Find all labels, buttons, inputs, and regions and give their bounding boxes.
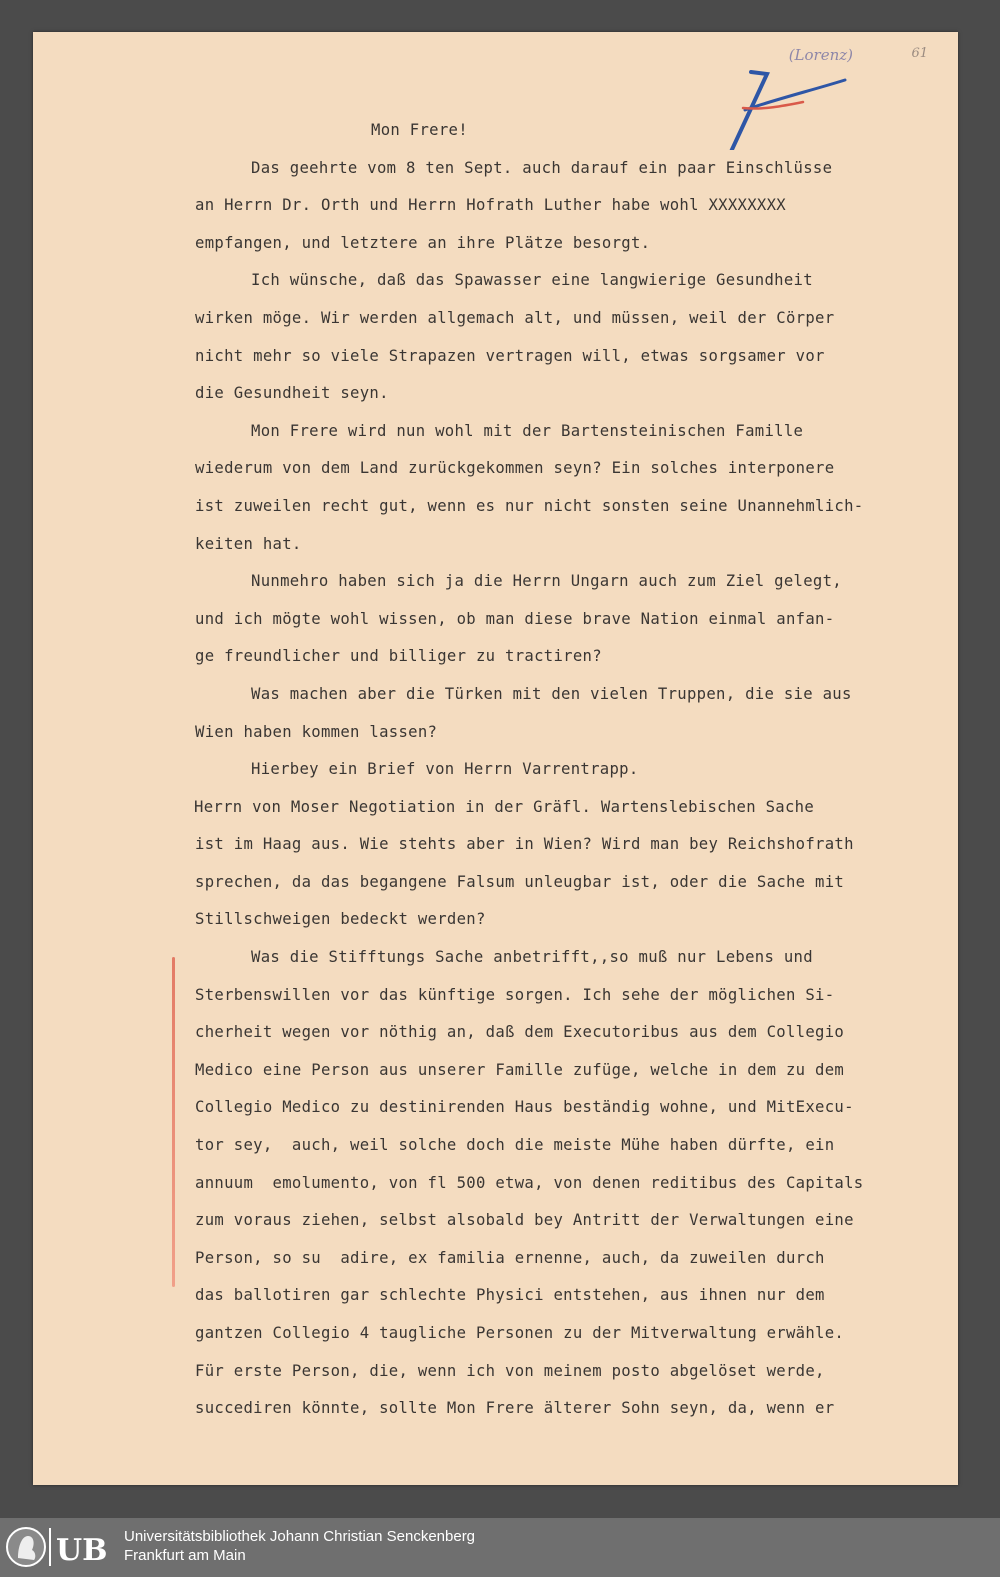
text-line: an Herrn Dr. Orth und Herrn Hofrath Luther habe wohl XXXXXXXX xyxy=(195,196,786,215)
text-line: cherheit wegen vor nöthig an, daß dem Executoribus aus dem Collegio xyxy=(195,1023,845,1042)
text-line: succediren könnte, sollte Mon Frere älterer Sohn seyn, da, wenn er xyxy=(195,1399,835,1418)
text-line: ist im Haag aus. Wie stehts aber in Wien? Wird man bey Reichshofrath xyxy=(195,835,854,854)
text-line: das ballotiren gar schlechte Physici entstehen, aus ihnen nur dem xyxy=(195,1286,825,1305)
text-line: Nunmehro haben sich ja die Herrn Ungarn auch zum Ziel gelegt, xyxy=(251,572,842,591)
text-line: Was die Stifftungs Sache anbetrifft,,so muß nur Lebens und xyxy=(251,948,813,967)
text-line: Collegio Medico zu destinirenden Haus beständig wohne, und MitExecu- xyxy=(195,1098,854,1117)
document-page xyxy=(33,32,958,1485)
text-line: nicht mehr so viele Strapazen vertragen will, etwas sorgsamer vor xyxy=(195,346,825,365)
text-line: Das geehrte vom 8 ten Sept. auch darauf ein paar Einschlüsse xyxy=(251,158,833,177)
text-line: Hierbey ein Brief von Herrn Varrentrapp. xyxy=(251,760,639,779)
footer-text xyxy=(124,1527,475,1565)
ub-logo-icon xyxy=(4,1524,114,1570)
text-line: Was machen aber die Türken mit den vielen Truppen, die sie aus xyxy=(251,684,852,703)
text-line: sprechen, da das begangene Falsum unleugbar ist, oder die Sache mit xyxy=(195,872,845,891)
text-line: ist zuweilen recht gut, wenn es nur nicht sonsten seine Unannehmlich- xyxy=(195,496,864,515)
text-line: Ich wünsche, daß das Spawasser eine langwierige Gesundheit xyxy=(251,271,813,290)
text-line: und ich mögte wohl wissen, ob man diese brave Nation einmal anfan- xyxy=(195,609,835,628)
svg-text:UB: UB xyxy=(56,1533,108,1568)
text-line: die Gesundheit seyn. xyxy=(195,384,389,403)
library-name: Universitätsbibliothek Johann Christian Senckenberg xyxy=(124,1528,476,1545)
text-line: Medico eine Person aus unserer Famille zufüge, welche in dem zu dem xyxy=(195,1060,845,1079)
text-line: Stillschweigen bedeckt werden? xyxy=(195,910,486,929)
library-city: Frankfurt am Main xyxy=(124,1547,246,1564)
text-line: Wien haben kommen lassen? xyxy=(195,722,438,741)
text-line: zum voraus ziehen, selbst alsobald bey Antritt der Verwaltungen eine xyxy=(195,1211,854,1230)
text-line: Für erste Person, die, wenn ich von meinem posto abgelöset werde, xyxy=(195,1361,825,1380)
text-line: wirken möge. Wir werden allgemach alt, und müssen, weil der Cörper xyxy=(195,308,835,327)
red-margin-line xyxy=(172,957,175,1287)
text-line: Sterbenswillen vor das künftige sorgen. Ich sehe der möglichen Si- xyxy=(195,985,835,1004)
text-line: Mon Frere! xyxy=(371,121,468,139)
text-line: gantzen Collegio 4 taugliche Personen zu der Mitverwaltung erwähle. xyxy=(195,1324,845,1342)
text-line: tor sey, auch, weil solche doch die meiste Mühe haben dürfte, ein xyxy=(195,1136,835,1155)
text-line: empfangen, und letztere an ihre Plätze besorgt. xyxy=(195,233,651,252)
text-line: Person, so su adire, ex familia ernenne, auch, da zuweilen durch xyxy=(195,1248,825,1267)
library-footer xyxy=(0,1518,1000,1577)
pencil-annotation: (Lorenz) xyxy=(788,46,853,64)
folio-number: 61 xyxy=(911,46,928,61)
typed-letter-body xyxy=(195,112,955,1428)
text-line: wiederum von dem Land zurückgekommen seyn? Ein solches interponere xyxy=(195,459,835,478)
text-line: keiten hat. xyxy=(195,534,302,553)
text-line: Mon Frere wird nun wohl mit der Bartensteinischen Famille xyxy=(251,421,804,440)
text-line: ge freundlicher und billiger zu tractiren? xyxy=(195,647,602,666)
text-line: annuum emolumento, von fl 500 etwa, von denen reditibus des Capitals xyxy=(195,1173,864,1192)
text-line: Herrn von Moser Negotiation in der Gräfl. Wartenslebischen Sache xyxy=(194,797,815,816)
